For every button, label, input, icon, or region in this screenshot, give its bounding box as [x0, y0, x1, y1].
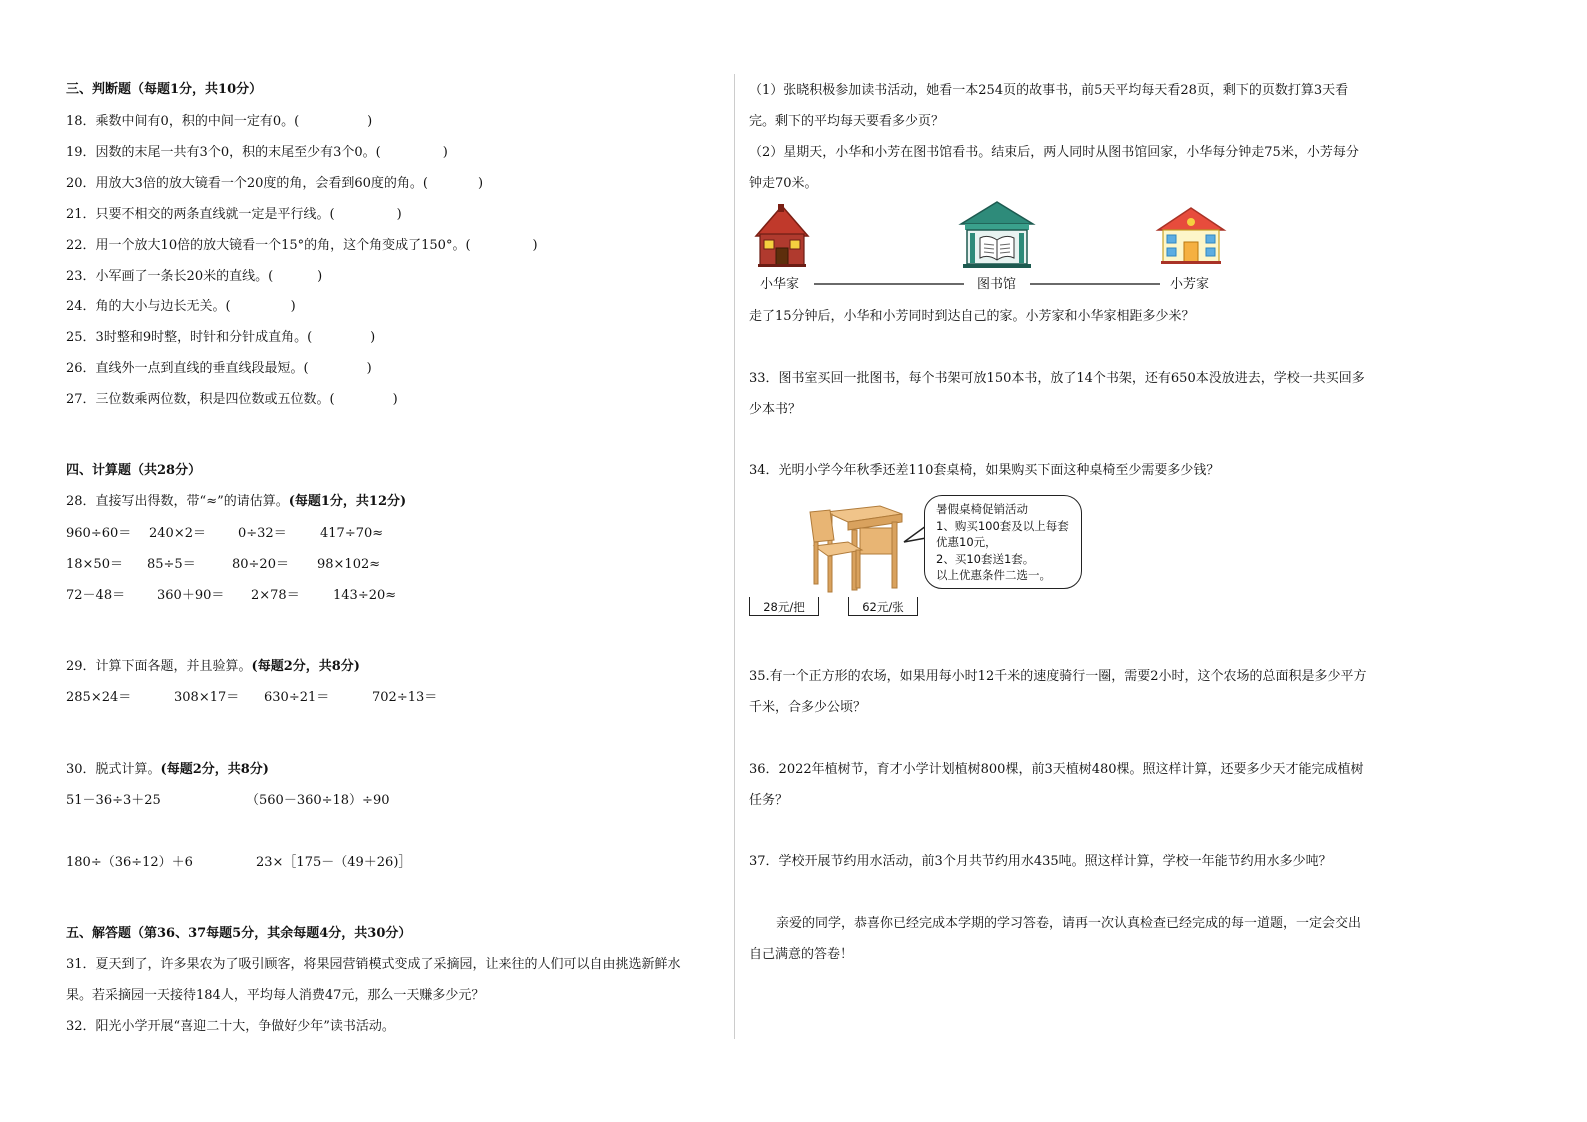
- q32-1-line: （1）张晓积极参加读书活动，她看一本254页的故事书，前5天平均每天看28页，剩下的页数打算3天看: [749, 83, 1349, 98]
- q35-line: 千米，合多少公顷？: [749, 700, 867, 715]
- house-red-icon: [756, 204, 808, 267]
- judgement-item: [66, 175, 483, 193]
- promo-line: 以上优惠条件二选一。: [936, 568, 1051, 582]
- q32-2-line: 钟走70米。: [749, 176, 818, 191]
- judgement-item: [66, 113, 372, 131]
- closing-line: 自己满意的答卷！: [749, 947, 854, 962]
- q30-prefix: 30．脱式计算。: [66, 762, 161, 777]
- q33-line: 33．图书室买回一批图书，每个书架可放150本书，放了14个书架，还有650本没放进去，学校一共买回多: [749, 371, 1365, 386]
- judgement-item: [66, 268, 322, 286]
- q30-item: 51－36÷3＋25: [66, 793, 161, 808]
- q35-line: 35.有一个正方形的农场，如果用每小时12千米的速度骑行一圈，需要2小时，这个农场的总面积是多少平方: [749, 669, 1367, 684]
- q28-item: 240×2＝: [149, 526, 206, 541]
- q28-item: 80÷20＝: [232, 556, 289, 572]
- judgement-item: [66, 298, 296, 316]
- q31-line: 31．夏天到了，许多果农为了吸引顾客，将果园营销模式变成了采摘园，让来往的人们可以自由挑选新鲜水: [66, 957, 681, 972]
- q29-prefix: 29．计算下面各题，并且验算。: [66, 659, 252, 674]
- q30-stem: [66, 761, 269, 779]
- q29-stem: [66, 658, 360, 676]
- q28-prefix: 28．直接写出得数，带“≈”的请估算。: [66, 494, 289, 509]
- label-xiaohua-home: 小华家: [760, 277, 800, 292]
- judgement-item: [66, 206, 402, 224]
- judgement-text: 25．3时整和9时整，时针和分针成直角。(: [66, 330, 313, 346]
- library-icon: [961, 202, 1033, 268]
- q28-item: 72－48＝: [66, 587, 126, 603]
- judgement-item: [66, 237, 538, 255]
- judgement-text: 27．三位数乘两位数，积是四位数或五位数。(: [66, 392, 335, 408]
- judgement-close-paren: ): [370, 330, 376, 346]
- closing-line: 亲爱的同学，恭喜你已经完成本学期的学习答卷，请再一次认真检查已经完成的每一道题，一定会交出: [776, 916, 1362, 931]
- judgement-text: 21．只要不相交的两条直线就一定是平行线。(: [66, 206, 335, 222]
- judgement-close-paren: ): [392, 392, 398, 408]
- judgement-close-paren: ): [290, 299, 296, 315]
- judgement-close-paren: ): [367, 114, 373, 129]
- q32-2-line: （2）星期天，小华和小芳在图书馆看书。结束后，两人同时从图书馆回家，小华每分钟走75米，小芳每分: [749, 145, 1359, 160]
- desk-price-tag: 62元/张: [848, 597, 918, 616]
- q31-line: 果。若采摘园一天接待184人，平均每人消费47元，那么一天赚多少元？: [66, 988, 485, 1003]
- q28-item: 960÷60＝: [66, 526, 132, 541]
- q28-item: 0÷32＝: [238, 526, 287, 541]
- q32-1-line: 完。剩下的平均每天要看多少页？: [749, 114, 945, 129]
- judgement-text: 23．小军画了一条长20米的直线。(: [66, 268, 274, 284]
- q29-points: (每题2分，共8分): [251, 659, 360, 674]
- q29-item: 308×17＝: [174, 690, 240, 705]
- promo-line: 暑假桌椅促销活动: [936, 502, 1028, 516]
- q37-stem: 37．学校开展节约用水活动，前3个月共节约用水435吨。照这样计算，学校一年能节约用水多少吨？: [749, 854, 1332, 869]
- q30-item: 23×［175－（49＋26)］: [256, 855, 412, 870]
- judgement-text: 24．角的大小与边长无关。(: [66, 299, 231, 315]
- column-divider: [734, 74, 735, 1039]
- promo-line: 1、购买100套及以上每套: [936, 518, 1069, 533]
- q28-item: 18×50＝: [66, 556, 123, 572]
- label-library: 图书馆: [977, 277, 1017, 292]
- section4-title: 四、计算题（共28分）: [66, 463, 202, 478]
- q28-item: 85÷5＝: [147, 556, 196, 572]
- section3-title: 三、判断题（每题1分，共10分）: [66, 82, 263, 97]
- judgement-close-paren: ): [317, 268, 323, 284]
- q29-item: 630÷21＝: [264, 690, 330, 705]
- q29-item: 702÷13＝: [372, 690, 438, 705]
- judgement-text: 20．用放大3倍的放大镜看一个20度的角，会看到60度的角。(: [66, 175, 428, 191]
- q28-points: (每题1分，共12分): [288, 494, 407, 509]
- judgement-close-paren: ): [532, 237, 538, 253]
- q28-stem: [66, 493, 406, 511]
- q32-2-line: 走了15分钟后，小华和小芳同时到达自己的家。小芳家和小华家相距多少米？: [749, 309, 1195, 324]
- q36-line: 任务？: [749, 793, 789, 808]
- q34-stem: 34．光明小学今年秋季还差110套桌椅，如果购买下面这种桌椅至少需要多少钱？: [749, 463, 1220, 478]
- judgement-text: 22．用一个放大10倍的放大镜看一个15°的角，这个角变成了150°。(: [66, 237, 471, 253]
- promo-line: 2、买10套送1套。: [936, 551, 1035, 566]
- promo-text: [936, 501, 1069, 584]
- q28-item: 2×78＝: [251, 587, 300, 603]
- q28-item: 417÷70≈: [320, 526, 384, 541]
- judgement-close-paren: ): [366, 361, 372, 377]
- judgement-item: [66, 391, 398, 409]
- q33-line: 少本书？: [749, 402, 802, 417]
- q29-item: 285×24＝: [66, 690, 132, 705]
- judgement-item: [66, 360, 372, 378]
- q30-item: （560－360÷18）÷90: [246, 793, 390, 808]
- q32-stem: 32．阳光小学开展“喜迎二十大，争做好少年”读书活动。: [66, 1019, 395, 1034]
- house-yellow-icon: [1158, 208, 1224, 264]
- judgement-item: [66, 144, 448, 162]
- chair-price-tag: 28元/把: [749, 597, 819, 616]
- q30-item: 180÷（36÷12）＋6: [66, 855, 193, 870]
- q36-line: 36．2022年植树节，育才小学计划植树800棵，前3天植树480棵。照这样计算，还要多少天才能完成植树: [749, 762, 1364, 777]
- q28-item: 143÷20≈: [333, 587, 397, 603]
- q28-item: 360＋90＝: [157, 587, 225, 603]
- judgement-text: 19．因数的末尾一共有3个0，积的末尾至少有3个0。(: [66, 144, 381, 160]
- q30-points: (每题2分，共8分): [160, 762, 269, 777]
- judgement-close-paren: ): [477, 175, 484, 191]
- promo-line: 优惠10元，: [936, 535, 997, 549]
- judgement-close-paren: ): [442, 144, 448, 160]
- judgement-text: 26．直线外一点到直线的垂直线段最短。(: [66, 361, 309, 377]
- section5-title: 五、解答题（第36、37每题5分，其余每题4分，共30分）: [66, 926, 412, 941]
- judgement-item: [66, 329, 375, 347]
- judgement-text: 18．乘数中间有0，积的中间一定有0。(: [66, 114, 300, 129]
- label-xiaofang-home: 小芳家: [1170, 277, 1210, 292]
- judgement-close-paren: ): [396, 206, 402, 222]
- q28-item: 98×102≈: [317, 556, 381, 572]
